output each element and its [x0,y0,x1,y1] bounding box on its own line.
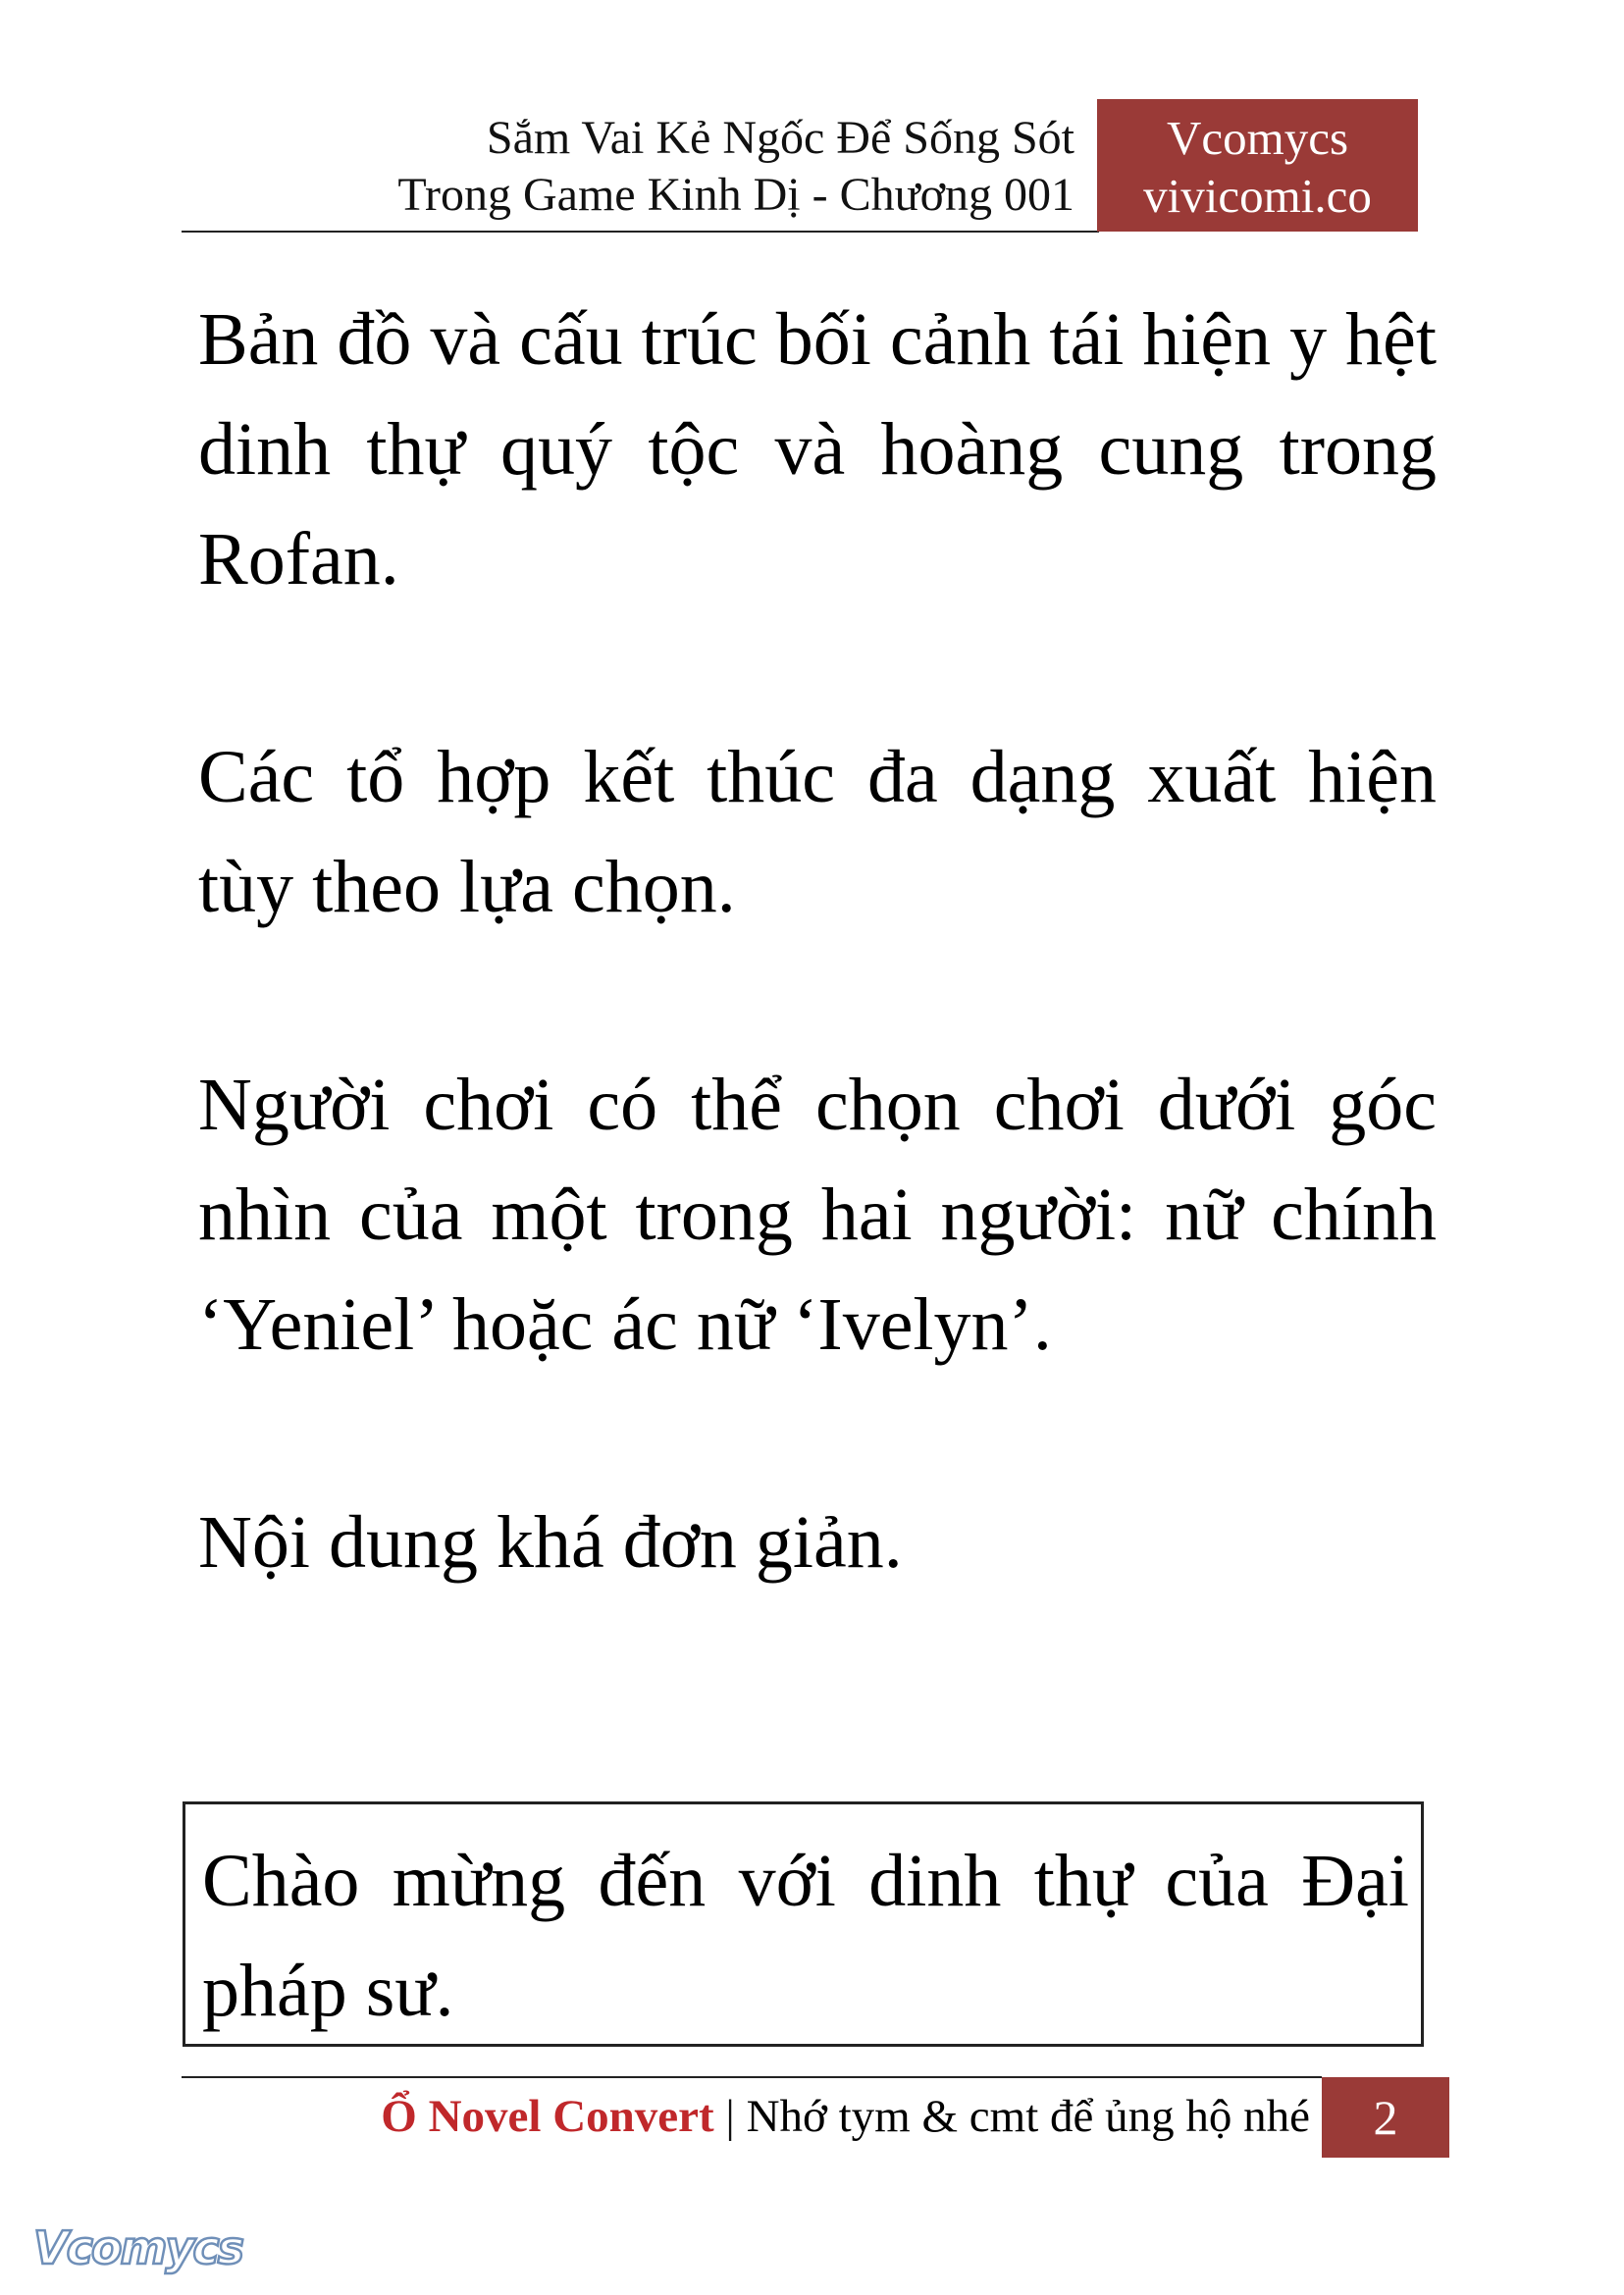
paragraph: Các tổ hợp kết thúc đa dạng xuất hiện tùy theo lựa chọn. [198,736,1437,928]
chapter-title-line2: Trong Game Kinh Dị - Chương 001 [397,169,1074,221]
footer-note [231,2087,1310,2146]
footer-divider [182,2076,1322,2078]
brand-site: vivicomi.co [1143,169,1372,223]
footer-brand: Ổ Novel Convert [381,2091,714,2142]
page-number: 2 [1322,2077,1449,2158]
footer-message: Nhớ tym & cmt để ủng hộ nhé [746,2091,1310,2142]
header-divider [182,231,1099,233]
footer-separator: | [725,2091,735,2142]
brand-badge [1097,99,1418,232]
system-message-box [183,1801,1424,2047]
brand-name: Vcomycs [1166,111,1349,165]
story-text [198,285,1437,1705]
paragraph: Bản đồ và cấu trúc bối cảnh tái hiện y hệt dinh thự quý tộc và hoàng cung trong Rofan. [198,298,1438,600]
paragraph: Người chơi có thể chọn chơi dưới góc nhìn của một trong hai người: nữ chính ‘Yeniel’ hoặc ác nữ ‘Ivelyn’. [198,1064,1437,1366]
chapter-title-line1: Sắm Vai Kẻ Ngốc Để Sống Sót [486,112,1074,164]
vcomycs-watermark-logo [29,2213,255,2283]
paragraph: Nội dung khá đơn giản. [198,1501,903,1584]
system-message: Chào mừng đến với dinh thự của Đại pháp sư. [202,1840,1409,2032]
chapter-title [191,110,1074,224]
watermark-text: Vcomycs [33,2221,243,2274]
